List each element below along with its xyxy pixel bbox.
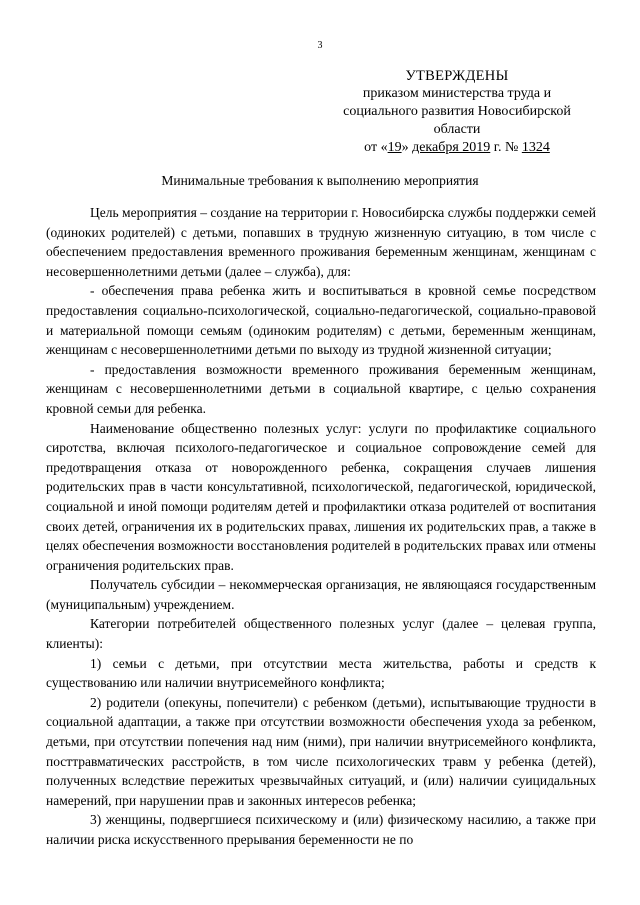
date-month-year: декабря 2019 [412,140,491,155]
paragraph: 3) женщины, подвергшиеся психическому и (или) физическому насилию, а также при наличии риска искусственного прерывания беременности не по [46,812,596,847]
paragraph: Наименование общественно полезных услуг: услуги по профилактике социального сиротства, включая психолого-педагогическое и социальное сопровождение семей для предотвращения отказа от новорожденного ребенка, сокращения случаев лишения родительских прав в части консультативной, психологической, педагогической, юридической, социальной и иной помощи родителям детей и профилактики отказа родителей от воспитания своих детей, ограничения их в родительских правах, лишения их родительских прав, а также в целях обеспечения возможности восстановления родителей в родительских правах или отмены ограничения родительских прав. [46,420,596,573]
paragraph: - обеспечения права ребенка жить и воспитываться в кровной семье посредством предоставления социально-психологической, социально-педагогической, социально-правовой и материальной помощи семьям (одиноким родителям) с детьми, беременным женщинам, женщинам с несовершеннолетними детьми по выходу из трудной жизненной ситуации; [46,283,596,358]
date-day: 19 [387,140,402,155]
date-mid: » [401,140,413,155]
paragraph: Категории потребителей общественного полезных услуг (далее – целевая группа, клиенты): [46,616,596,652]
approval-line: области [433,122,481,137]
paragraph: - предоставления возможности временного проживания беременным женщинам, женщинам с несовершеннолетними детьми в социальной квартире, с целью сохранения кровной семьи для ребенка. [46,361,596,416]
paragraph: 1) семьи с детьми, при отсутствии места жительства, работы и средств к существованию или наличии внутрисемейного конфликта; [46,655,596,691]
paragraph: Получатель субсидии – некоммерческая организация, не являющаяся государственным (муниципальным) учреждением. [46,577,596,612]
date-suffix: г. № [490,140,522,155]
paragraph: Цель мероприятия – создание на территории г. Новосибирска службы поддержки семей (одиноких родителей) с детьми, попавших в трудную жизненную ситуацию, в том числе с обеспечением предоставления временного проживания беременным женщинам, женщинам с несовершеннолетними детьми (далее – служба), для: [46,205,596,279]
document-body [46,203,596,850]
approval-title: УТВЕРЖДЕНЫ [405,68,509,84]
approval-block [320,67,594,157]
approval-date-line [320,139,594,157]
approval-line: социального развития Новосибирской [343,104,571,119]
paragraph: 2) родители (опекуны, попечители) с ребенком (детьми), испытывающие трудности в социальной адаптации, а также при отсутствии возможности обеспечения ухода за ребенком, детьми, при отсутствии попечения над ним (ними), при наличии внутрисемейного конфликта, посттравматических расстройств, в том числе психологических травм у ребенка (детей), полученных вследствие пережитых чрезвычайных ситуаций, и (или) наличии суицидальных намерений, при нарушении прав и законных интересов ребенка; [46,694,596,808]
document-title: Минимальные требования к выполнению мероприятия [161,173,479,188]
date-prefix: от « [364,140,388,155]
page-number: 3 [317,40,323,51]
approval-line: приказом министерства труда и [362,86,552,101]
order-number: 1324 [521,140,550,155]
